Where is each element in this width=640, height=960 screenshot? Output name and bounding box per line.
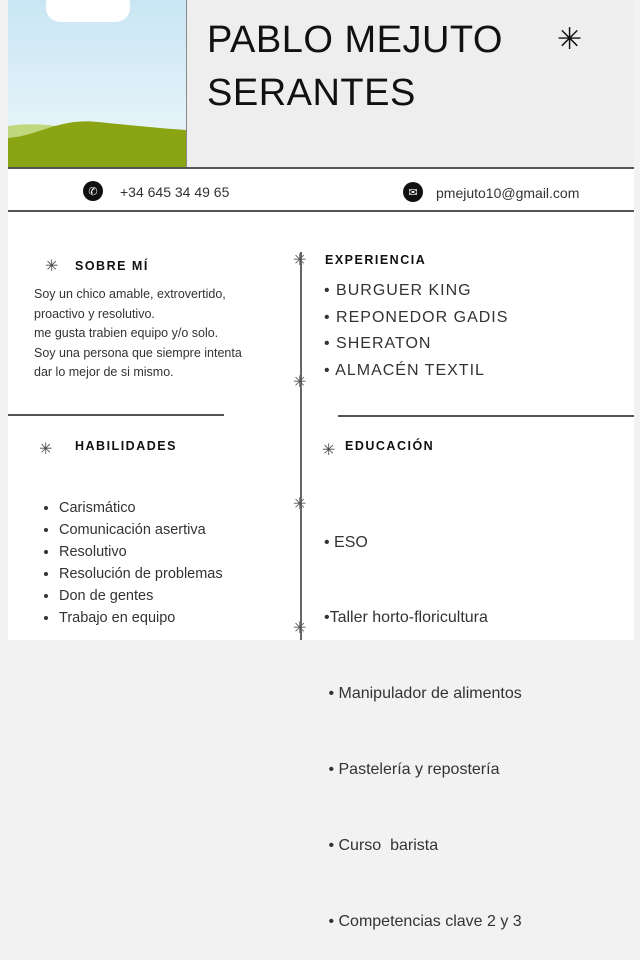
skill-item: • Don de gentes [59,585,223,607]
email-address: pmejuto10@gmail.com [436,185,580,201]
skills-title: HABILIDADES [75,439,177,453]
education-item: • Pastelería y repostería [324,761,500,779]
experience-item: • SHERATON [324,335,432,353]
name-line-1: PABLO MEJUTO [207,19,503,61]
skill-item: • Carismático [59,497,223,519]
asterisk-icon: ✳ [293,252,307,269]
education-item: • Manipulador de alimentos [324,685,522,703]
education-item: • Competencias clave 2 y 3 [324,913,522,931]
asterisk-icon: ✳ [293,374,307,391]
timeline-line [300,252,302,640]
asterisk-icon: ✳ [293,620,307,637]
full-name [207,14,503,120]
about-title: SOBRE MÍ [75,259,149,273]
divider [8,167,634,169]
asterisk-icon: ✳ [45,258,59,275]
asterisk-icon: ✳ [322,442,336,459]
phone-number: +34 645 34 49 65 [120,184,230,200]
asterisk-icon: ✳ [39,441,53,458]
education-item: • Curso barista [324,837,439,855]
experience-item: • REPONEDOR GADIS [324,308,509,326]
skill-item: • Resolución de problemas [59,563,223,585]
profile-photo-placeholder [8,0,186,168]
name-line-2: SERANTES [207,72,416,114]
experience-title: EXPERIENCIA [325,253,427,267]
skill-item: • Trabajo en equipo [59,607,223,629]
photo-divider [186,0,187,168]
about-line: Soy un chico amable, extrovertido, [34,287,226,301]
divider [338,415,634,417]
skill-item: • Resolutivo [59,541,223,563]
skill-item: • Comunicación asertiva [59,519,223,541]
asterisk-icon: ✳ [557,23,583,56]
asterisk-icon: ✳ [293,496,307,513]
education-list [324,479,522,960]
about-line: Soy una persona que siempre intenta [34,345,242,360]
education-item: •Taller horto-floricultura [324,609,488,627]
divider [8,414,224,416]
experience-item: • ALMACÉN TEXTIL [324,362,485,380]
about-line: dar lo mejor de si mismo. [34,365,174,379]
phone-icon: ✆ [83,181,103,201]
experience-item: • BURGUER KING [324,282,472,299]
about-line: me gusta trabien equipo y/o solo. [34,326,219,340]
about-line: proactivo y resolutivo. [34,306,155,321]
skills-list [22,497,223,629]
email-icon: ✉ [403,182,423,202]
experience-list [324,278,508,385]
education-item: • ESO [324,533,368,551]
education-title: EDUCACIÓN [345,439,435,453]
divider [8,210,634,212]
about-text [34,285,242,383]
